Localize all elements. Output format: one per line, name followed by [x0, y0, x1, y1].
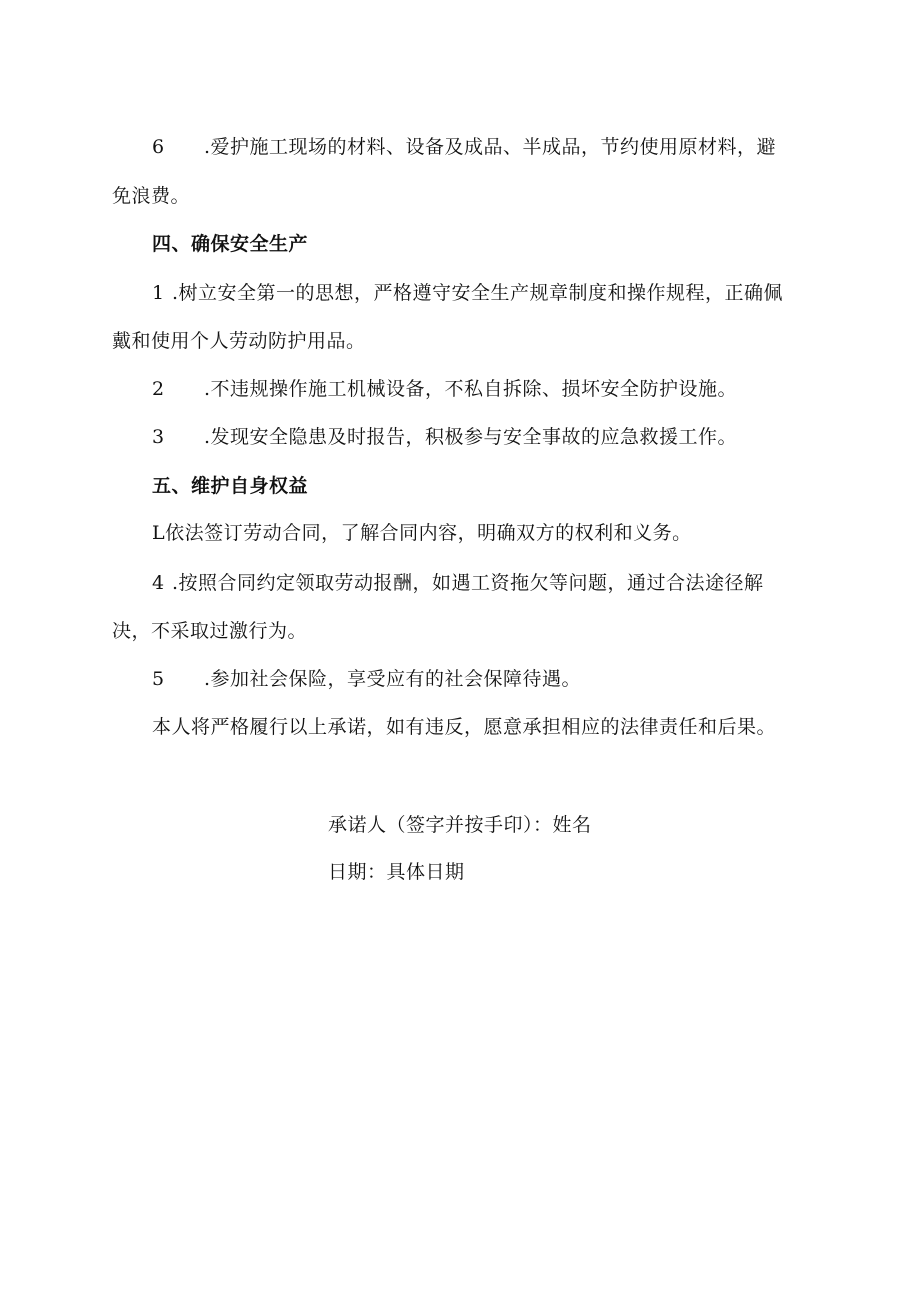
item-number: 5	[152, 668, 165, 690]
item-text: .发现安全隐患及时报告，积极参与安全事故的应急救援工作。	[204, 426, 738, 448]
date-line: 日期：具体日期	[328, 861, 465, 883]
item-number: 6	[152, 136, 165, 158]
item-number: 2	[152, 378, 165, 400]
item-number: 4	[152, 572, 165, 594]
section-5-item-4-line-2: 决，不采取过激行为。	[112, 620, 308, 642]
item-text: .按照合同约定领取劳动报酬，如遇工资拖欠等问题，通过合法途径解	[172, 572, 764, 594]
item-text: .不违规操作施工机械设备，不私自拆除、损坏安全防护设施。	[204, 378, 738, 400]
item-text: .爱护施工现场的材料、设备及成品、半成品，节约使用原材料，避	[204, 136, 777, 158]
signer-line: 承诺人（签字并按手印）：姓名	[328, 814, 592, 836]
item-6-line-1	[152, 134, 776, 160]
closing-statement: 本人将严格履行以上承诺，如有违反，愿意承担相应的法律责任和后果。	[152, 716, 777, 738]
item-number: 3	[152, 426, 165, 448]
section-5-item-1: L依法签订劳动合同，了解合同内容，明确双方的权利和义务。	[152, 522, 692, 544]
section-4-heading: 四、确保安全生产	[152, 233, 309, 255]
item-text: .参加社会保险，享受应有的社会保障待遇。	[204, 668, 582, 690]
item-text: .树立安全第一的思想，严格遵守安全生产规章制度和操作规程，正确佩	[172, 282, 784, 304]
section-5-item-5	[152, 666, 581, 692]
section-5-item-4-line-1	[152, 570, 764, 596]
item-number: 1	[152, 282, 165, 304]
item-6-line-2: 免浪费。	[112, 185, 191, 207]
section-5-heading: 五、维护自身权益	[152, 475, 309, 497]
section-4-item-1-line-2: 戴和使用个人劳动防护用品。	[112, 330, 366, 352]
section-4-item-3	[152, 424, 737, 450]
section-4-item-1-line-1	[152, 280, 783, 306]
section-4-item-2	[152, 376, 737, 402]
